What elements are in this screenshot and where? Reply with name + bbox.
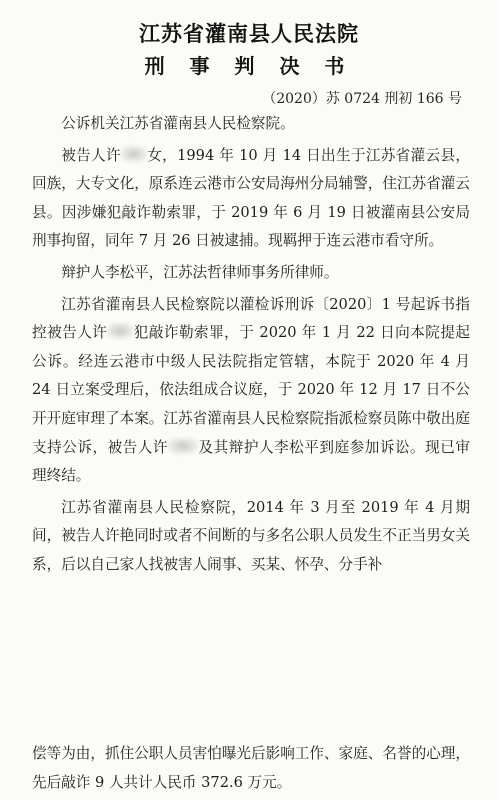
redaction-mark	[168, 438, 198, 454]
paragraph-charges: 江苏省灌南县人民检察院，2014 年 3 月至 2019 年 4 月期间，被告人许艳同时或者不间断的与多名公职人员发生不正当男女关系，后以自己家人找被害人闹事、买某、怀孕、分手补	[32, 498, 470, 573]
court-name: 江苏省灌南县人民法院	[139, 21, 359, 46]
judgment-body	[32, 110, 470, 583]
paragraph-defense-counsel: 辩护人李松平，江苏法哲律师事务所律师。	[61, 263, 339, 281]
paragraph-procedure: 江苏省灌南县人民检察院以灌检诉刑诉〔2020〕1 号起诉书指控被告人许 犯敲诈勒索罪，于 2020 年 1 月 22 日向本院提起公诉。经连云港市中级人民法院指定管辖，本院于 2020 年 4 月 24 日立案受理后，依法组成合议庭，于 2020 年 12 月 17 日不公开开庭审理了本案。江苏省灌南县人民检察院指派检察员陈中敬出庭支持公诉，被告人许 及其辩护人李松平到庭参加诉讼。现已审理终结。	[32, 295, 470, 485]
paragraph-prosecutor: 公诉机关江苏省灌南县人民检察院。	[61, 115, 295, 132]
document-type-title: 刑 事 判 决 书	[144, 54, 354, 78]
redaction-mark	[121, 146, 147, 162]
case-number: （2020）苏 0724 刑初 166 号	[262, 91, 462, 107]
judgment-body-continued	[32, 740, 470, 800]
paragraph-defendant: 被告人许 女，1994 年 10 月 14 日出生于江苏省灌云县，回族，大专文化，原系连云港市公安局海州分局辅警，住江苏省灌云县。因涉嫌犯敲诈勒索罪，于 2019 年 6 月 19 日被灌南县公安局刑事拘留，同年 7 月 26 日被逮捕。现羁押于连云港市看守所。	[32, 146, 470, 250]
paragraph-continuation: 偿等为由，抓住公职人员害怕曝光后影响工作、家庭、名誉的心理，先后敲诈 9 人共计人民币 372.6 万元。	[32, 745, 470, 791]
redaction-mark	[107, 323, 133, 339]
